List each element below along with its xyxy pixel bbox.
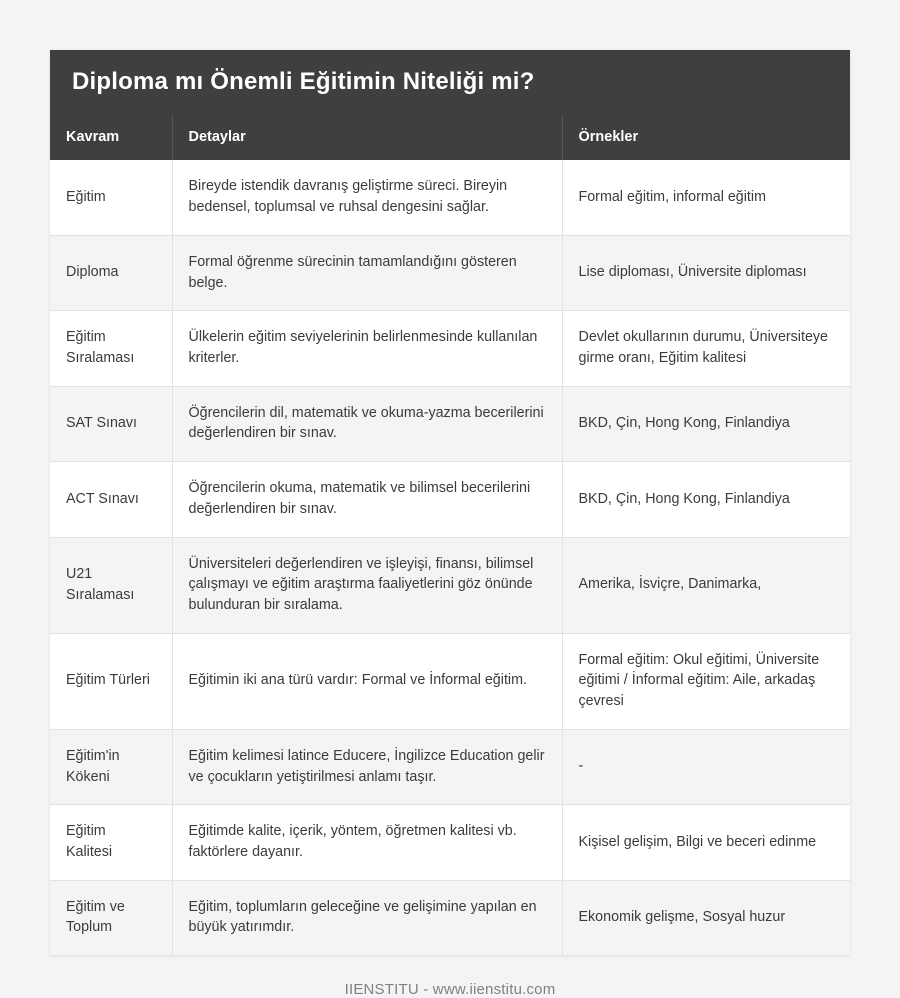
- cell-ornekler: Lise diploması, Üniversite diploması: [562, 235, 850, 310]
- table-row: [50, 537, 850, 633]
- table-header: [50, 115, 850, 160]
- page-title: Diploma mı Önemli Eğitimin Niteliği mi?: [50, 50, 850, 115]
- cell-kavram: Eğitim ve Toplum: [50, 880, 172, 955]
- footer-attribution: IIENSTITU - www.iienstitu.com: [344, 981, 556, 998]
- cell-detaylar: Üniversiteleri değerlendiren ve işleyişi, finansı, bilimsel çalışmayı ve eğitim araştırma faaliyetlerini göz önünde bulunduran bir sıralama.: [172, 537, 562, 633]
- table-row: [50, 633, 850, 729]
- cell-kavram: Eğitim Sıralaması: [50, 311, 172, 386]
- info-table-card: [50, 50, 850, 955]
- cell-ornekler: -: [562, 729, 850, 804]
- table-row: [50, 235, 850, 310]
- cell-detaylar: Eğitimin iki ana türü vardır: Formal ve İnformal eğitim.: [172, 633, 562, 729]
- cell-ornekler: Formal eğitim, informal eğitim: [562, 160, 850, 235]
- cell-ornekler: Amerika, İsviçre, Danimarka,: [562, 537, 850, 633]
- cell-kavram: SAT Sınavı: [50, 386, 172, 461]
- cell-detaylar: Eğitimde kalite, içerik, yöntem, öğretmen kalitesi vb. faktörlere dayanır.: [172, 805, 562, 880]
- cell-detaylar: Öğrencilerin dil, matematik ve okuma-yazma becerilerini değerlendiren bir sınav.: [172, 386, 562, 461]
- cell-kavram: Diploma: [50, 235, 172, 310]
- cell-kavram: Eğitim Kalitesi: [50, 805, 172, 880]
- table-body: [50, 160, 850, 955]
- table-row: [50, 462, 850, 537]
- concept-table: [50, 115, 850, 955]
- cell-ornekler: Kişisel gelişim, Bilgi ve beceri edinme: [562, 805, 850, 880]
- cell-ornekler: BKD, Çin, Hong Kong, Finlandiya: [562, 386, 850, 461]
- cell-detaylar: Eğitim, toplumların geleceğine ve gelişimine yapılan en büyük yatırımdır.: [172, 880, 562, 955]
- column-header-detaylar: Detaylar: [172, 115, 562, 160]
- column-header-ornekler: Örnekler: [562, 115, 850, 160]
- cell-kavram: ACT Sınavı: [50, 462, 172, 537]
- table-row: [50, 160, 850, 235]
- table-row: [50, 386, 850, 461]
- cell-kavram: U21 Sıralaması: [50, 537, 172, 633]
- cell-detaylar: Formal öğrenme sürecinin tamamlandığını gösteren belge.: [172, 235, 562, 310]
- cell-kavram: Eğitim'in Kökeni: [50, 729, 172, 804]
- table-row: [50, 729, 850, 804]
- cell-ornekler: BKD, Çin, Hong Kong, Finlandiya: [562, 462, 850, 537]
- cell-ornekler: Ekonomik gelişme, Sosyal huzur: [562, 880, 850, 955]
- cell-kavram: Eğitim: [50, 160, 172, 235]
- cell-detaylar: Ülkelerin eğitim seviyelerinin belirlenmesinde kullanılan kriterler.: [172, 311, 562, 386]
- table-row: [50, 311, 850, 386]
- cell-ornekler: Devlet okullarının durumu, Üniversiteye girme oranı, Eğitim kalitesi: [562, 311, 850, 386]
- cell-detaylar: Bireyde istendik davranış geliştirme süreci. Bireyin bedensel, toplumsal ve ruhsal dengesini sağlar.: [172, 160, 562, 235]
- cell-ornekler: Formal eğitim: Okul eğitimi, Üniversite eğitimi / İnformal eğitim: Aile, arkadaş çevresi: [562, 633, 850, 729]
- table-row: [50, 880, 850, 955]
- table-row: [50, 805, 850, 880]
- cell-detaylar: Öğrencilerin okuma, matematik ve bilimsel becerilerini değerlendiren bir sınav.: [172, 462, 562, 537]
- cell-kavram: Eğitim Türleri: [50, 633, 172, 729]
- column-header-kavram: Kavram: [50, 115, 172, 160]
- table-header-row: [50, 115, 850, 160]
- cell-detaylar: Eğitim kelimesi latince Educere, İngilizce Education gelir ve çocukların yetiştirilmesi anlamı taşır.: [172, 729, 562, 804]
